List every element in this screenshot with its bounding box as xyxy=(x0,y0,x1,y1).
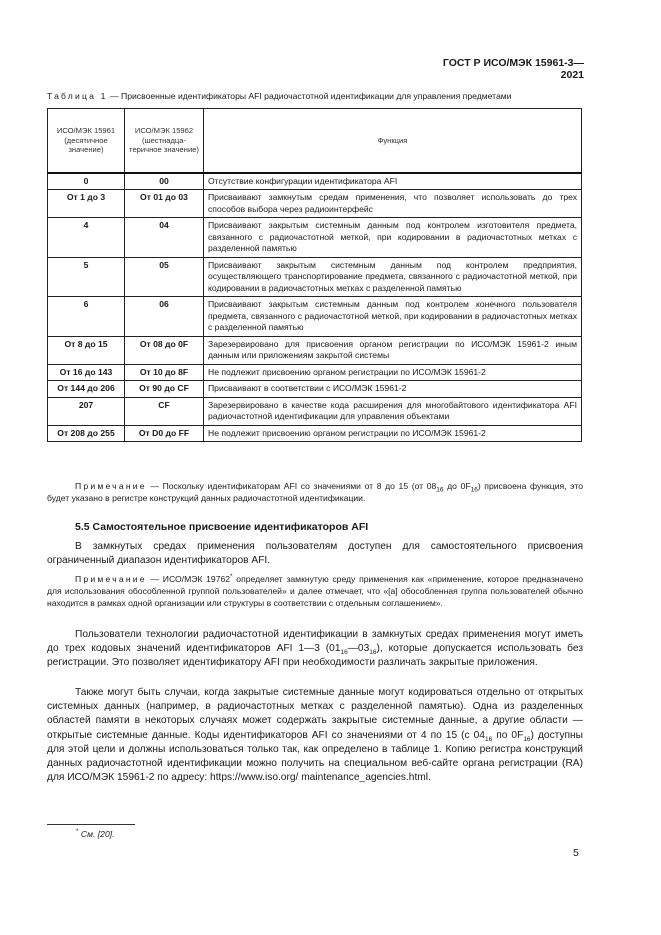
cell-function: Присваивают закрытым системным данным под контролем предприятия, осуществляющего транспортирование предмета, связанного с радиочастотной меткой, при кодировании в радиочастотных метках с разделенной памятью xyxy=(204,257,582,297)
cell-hex: 04 xyxy=(125,218,204,258)
note-2: Примечание — ИСО/МЭК 19762* определяет замкнутую среду применения как «применение, которое предназначено для использования обособленной группой пользователей» и далее отмечает, что «[а] обособленная группа пользователей обычно находится в рамках одной организации или структуры в соответствии с отдельным соглашением». xyxy=(47,573,584,608)
table-row xyxy=(48,336,582,364)
cell-function: Отсутствие конфигурации идентификатора AFI xyxy=(204,173,582,190)
cell-decimal: 5 xyxy=(48,257,125,297)
table-body xyxy=(48,173,582,442)
cell-function: Зарезервировано для присвоения органом регистрации по ИСО/МЭК 15961-2 иным данным или приложениям закрытой системы xyxy=(204,336,582,364)
cell-function: Не подлежит присвоению органом регистрации по ИСО/МЭК 15961-2 xyxy=(204,364,582,381)
cell-function: Присваивают закрытым системным данным под контролем конечного пользователя предмета, связанного с радиочастотной меткой, при кодировании в радиочастотных метках с разделенной памятью xyxy=(204,297,582,337)
page-number: 5 xyxy=(573,847,579,859)
footnote xyxy=(76,829,115,839)
footnote-divider xyxy=(47,824,135,825)
cell-hex: 06 xyxy=(125,297,204,337)
cell-hex: От 10 до 8F xyxy=(125,364,204,381)
cell-decimal: От 8 до 15 xyxy=(48,336,125,364)
table-caption xyxy=(47,91,587,101)
cell-decimal: От 144 до 206 xyxy=(48,381,125,398)
table-row xyxy=(48,257,582,297)
paragraph-1: В замкнутых средах применения пользователям доступен для самостоятельного присвоения ограниченный диапазон идентификаторов AFI. xyxy=(47,541,583,567)
cell-function: Присваивают в соответствии с ИСО/МЭК 15961-2 xyxy=(204,381,582,398)
cell-function: Зарезервировано в качестве кода расширения для многобайтового идентификатора AFI радиочастотной идентификации для управления объектами xyxy=(204,397,582,425)
note-2-label: Примечание xyxy=(75,574,147,584)
afi-table xyxy=(47,108,582,442)
table-row xyxy=(48,190,582,218)
table-note: Примечание — Поскольку идентификаторам AFI со значениями от 8 до 15 (от $08_{16}$ до $0F_{16}$) присвоена функция, это будет указано в регистре конструкций данных радиочастотной идентификации. xyxy=(47,481,583,503)
table-note-label: Примечание xyxy=(75,481,147,491)
header-function: Функция xyxy=(204,109,582,173)
footnote-mark: * xyxy=(76,828,79,836)
cell-decimal: 0 xyxy=(48,173,125,190)
table-row xyxy=(48,425,582,442)
cell-decimal: От 208 до 255 xyxy=(48,425,125,442)
table-row xyxy=(48,173,582,190)
cell-decimal: От 16 до 143 xyxy=(48,364,125,381)
header-hex: ИСО/МЭК 15962 (шестнадцатеричное значение) xyxy=(125,109,204,173)
table-header-row xyxy=(48,109,582,173)
paragraph-3: Также могут быть случаи, когда закрытые системные данные могут кодироваться отдельно от открытых системных данных (например, в радиочастотных метках с разделенной памятью). Одна из разделенных областей памяти в некоторых случаях может содержать закрытые системные данные, а другие области — открытые системные данные. Коды идентификаторов AFI со значениями от 4 по 15 (с $04_{16}$ по $0F_{16}$) доступны для этой цели и должны использоваться только так, как определено в таблице 1. Копию регистра конструкций данных радиочастотной идентификации можно получить на специальном веб-сайте органа регистрации (RA) для ИСО/МЭК 15961-2 по адресу: https://www.iso.org/ maintenance_agencies.html. xyxy=(47,687,583,784)
cell-hex: От 08 до 0F xyxy=(125,336,204,364)
section-heading: 5.5 Самостоятельное присвоение идентификаторов AFI xyxy=(75,521,369,533)
header-decimal: ИСО/МЭК 15961 (десятичное значение) xyxy=(48,109,125,173)
footnote-text: См. [20]. xyxy=(78,829,115,839)
cell-function: Присваивают закрытым системным данным под контролем изготовителя предмета, связанного с радиочастотной меткой, при кодировании в радиочастотных метках с разделенной памятью xyxy=(204,218,582,258)
table-caption-label: Таблица 1 xyxy=(47,91,108,101)
table-row xyxy=(48,381,582,398)
table-row xyxy=(48,364,582,381)
cell-decimal: От 1 до 3 xyxy=(48,190,125,218)
table-row xyxy=(48,297,582,337)
cell-decimal: 207 xyxy=(48,397,125,425)
cell-hex: От 90 до CF xyxy=(125,381,204,398)
cell-decimal: 6 xyxy=(48,297,125,337)
paragraph-2: Пользователи технологии радиочастотной идентификации в замкнутых средах применения могут иметь до трех кодовых значений идентификаторов AFI 1—3 $(01_{16}—03_{16})$, которые допускается использовать без регистрации. Это позволяет идентификатору AFI при необходимости различать закрытые приложения. xyxy=(47,629,583,669)
document-header: ГОСТ Р ИСО/МЭК 15961-3—2021 xyxy=(442,57,584,81)
cell-decimal: 4 xyxy=(48,218,125,258)
table-row xyxy=(48,397,582,425)
table-row xyxy=(48,218,582,258)
cell-hex: От D0 до FF xyxy=(125,425,204,442)
cell-function: Присваивают замкнутым средам применения, что позволяет использовать до трех способов выбора через радиоинтерфейс xyxy=(204,190,582,218)
table-caption-text: — Присвоенные идентификаторы AFI радиочастотной идентификации для управления предметами xyxy=(107,91,512,101)
cell-hex: 05 xyxy=(125,257,204,297)
cell-hex: CF xyxy=(125,397,204,425)
cell-hex: 00 xyxy=(125,173,204,190)
cell-function: Не подлежит присвоению органом регистрации по ИСО/МЭК 15961-2 xyxy=(204,425,582,442)
cell-hex: От 01 до 03 xyxy=(125,190,204,218)
